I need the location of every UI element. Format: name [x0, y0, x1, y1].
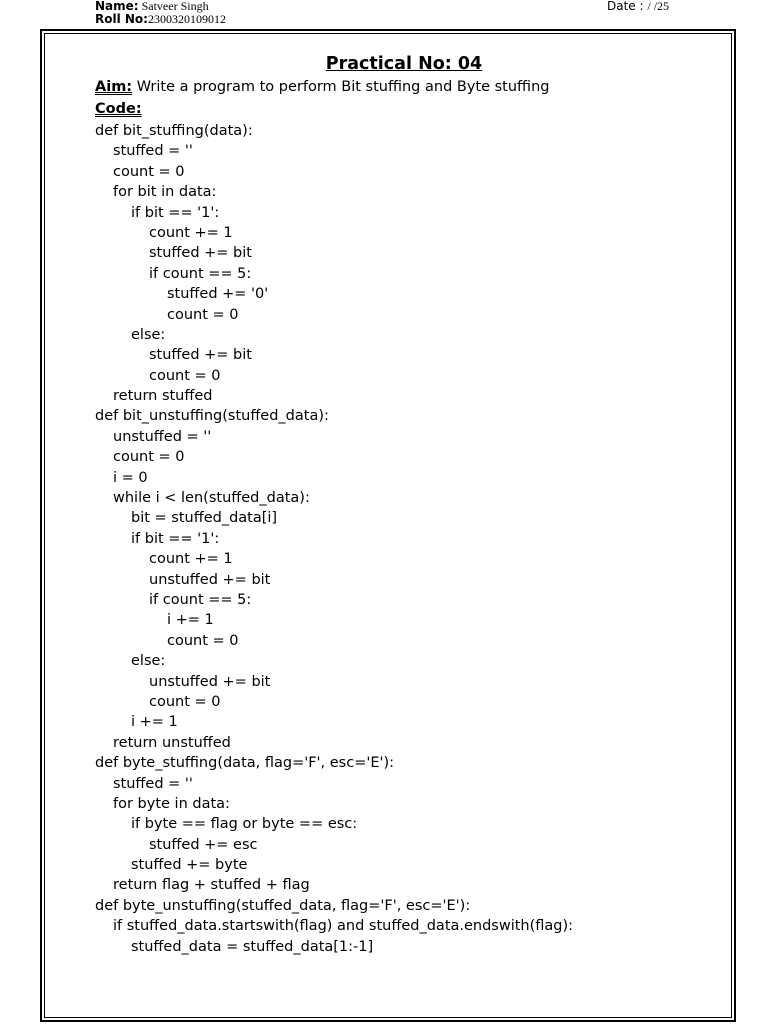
code-line: count += 1	[149, 551, 233, 568]
code-line: stuffed += esc	[149, 836, 258, 853]
code-line: stuffed = ''	[113, 775, 193, 792]
code-label: Code:	[95, 101, 142, 117]
code-line: count = 0	[113, 163, 185, 180]
code-line: count = 0	[113, 449, 185, 466]
roll-row	[95, 13, 226, 26]
code-line: stuffed += bit	[149, 347, 252, 364]
code-line: unstuffed = ''	[113, 428, 212, 445]
code-line: else:	[131, 653, 166, 670]
code-line: i = 0	[113, 469, 148, 486]
code-line: def bit_stuffing(data):	[95, 123, 253, 139]
code-line: def byte_unstuffing(stuffed_data, flag='F', esc='E'):	[95, 897, 471, 914]
code-line: if count == 5:	[149, 265, 252, 282]
code-line: stuffed_data = stuffed_data[1:-1]	[131, 938, 374, 955]
code-block	[95, 121, 573, 957]
code-line: i += 1	[131, 714, 178, 731]
roll-value: 2300320109012	[147, 12, 226, 26]
date-label: Date :	[607, 0, 648, 13]
code-line: else:	[131, 326, 166, 343]
code-line: if count == 5:	[149, 591, 252, 608]
student-info	[95, 0, 226, 26]
code-line: return unstuffed	[113, 734, 231, 751]
page-title: Practical No: 04	[325, 54, 483, 74]
code-line: if stuffed_data.startswith(flag) and stuffed_data.endswith(flag):	[113, 918, 574, 935]
roll-label: Roll No:	[95, 12, 148, 26]
date-value: / /25	[647, 0, 670, 13]
code-line: if byte == flag or byte == esc:	[131, 816, 358, 833]
name-label: Name:	[95, 0, 139, 13]
code-line: count = 0	[167, 632, 239, 649]
code-line: unstuffed += bit	[149, 571, 271, 588]
name-value: Satveer Singh	[138, 0, 209, 13]
code-line: count = 0	[149, 367, 221, 384]
code-line: while i < len(stuffed_data):	[113, 490, 310, 507]
code-line: for bit in data:	[113, 184, 217, 201]
code-line: stuffed = ''	[113, 143, 193, 160]
code-line: def bit_unstuffing(stuffed_data):	[95, 408, 329, 425]
code-line: if bit == '1':	[131, 530, 220, 547]
code-line: def byte_stuffing(data, flag='F', esc='E'):	[95, 755, 395, 772]
aim-text: Write a program to perform Bit stuffing and Byte stuffing	[132, 79, 550, 95]
code-line: count = 0	[167, 306, 239, 323]
code-line: if bit == '1':	[131, 204, 220, 221]
code-line: return flag + stuffed + flag	[113, 877, 310, 894]
code-line: stuffed += byte	[131, 857, 248, 874]
code-line: stuffed += '0'	[167, 286, 269, 303]
code-line: count += 1	[149, 224, 233, 241]
code-line: return stuffed	[113, 388, 213, 405]
code-line: i += 1	[167, 612, 214, 629]
code-line: bit = stuffed_data[i]	[131, 510, 278, 527]
code-line: for byte in data:	[113, 795, 230, 812]
code-line: stuffed += bit	[149, 245, 252, 262]
code-line: unstuffed += bit	[149, 673, 271, 690]
code-line: count = 0	[149, 693, 221, 710]
date-field	[607, 0, 669, 13]
aim-statement	[95, 79, 549, 95]
aim-label: Aim:	[95, 79, 133, 95]
